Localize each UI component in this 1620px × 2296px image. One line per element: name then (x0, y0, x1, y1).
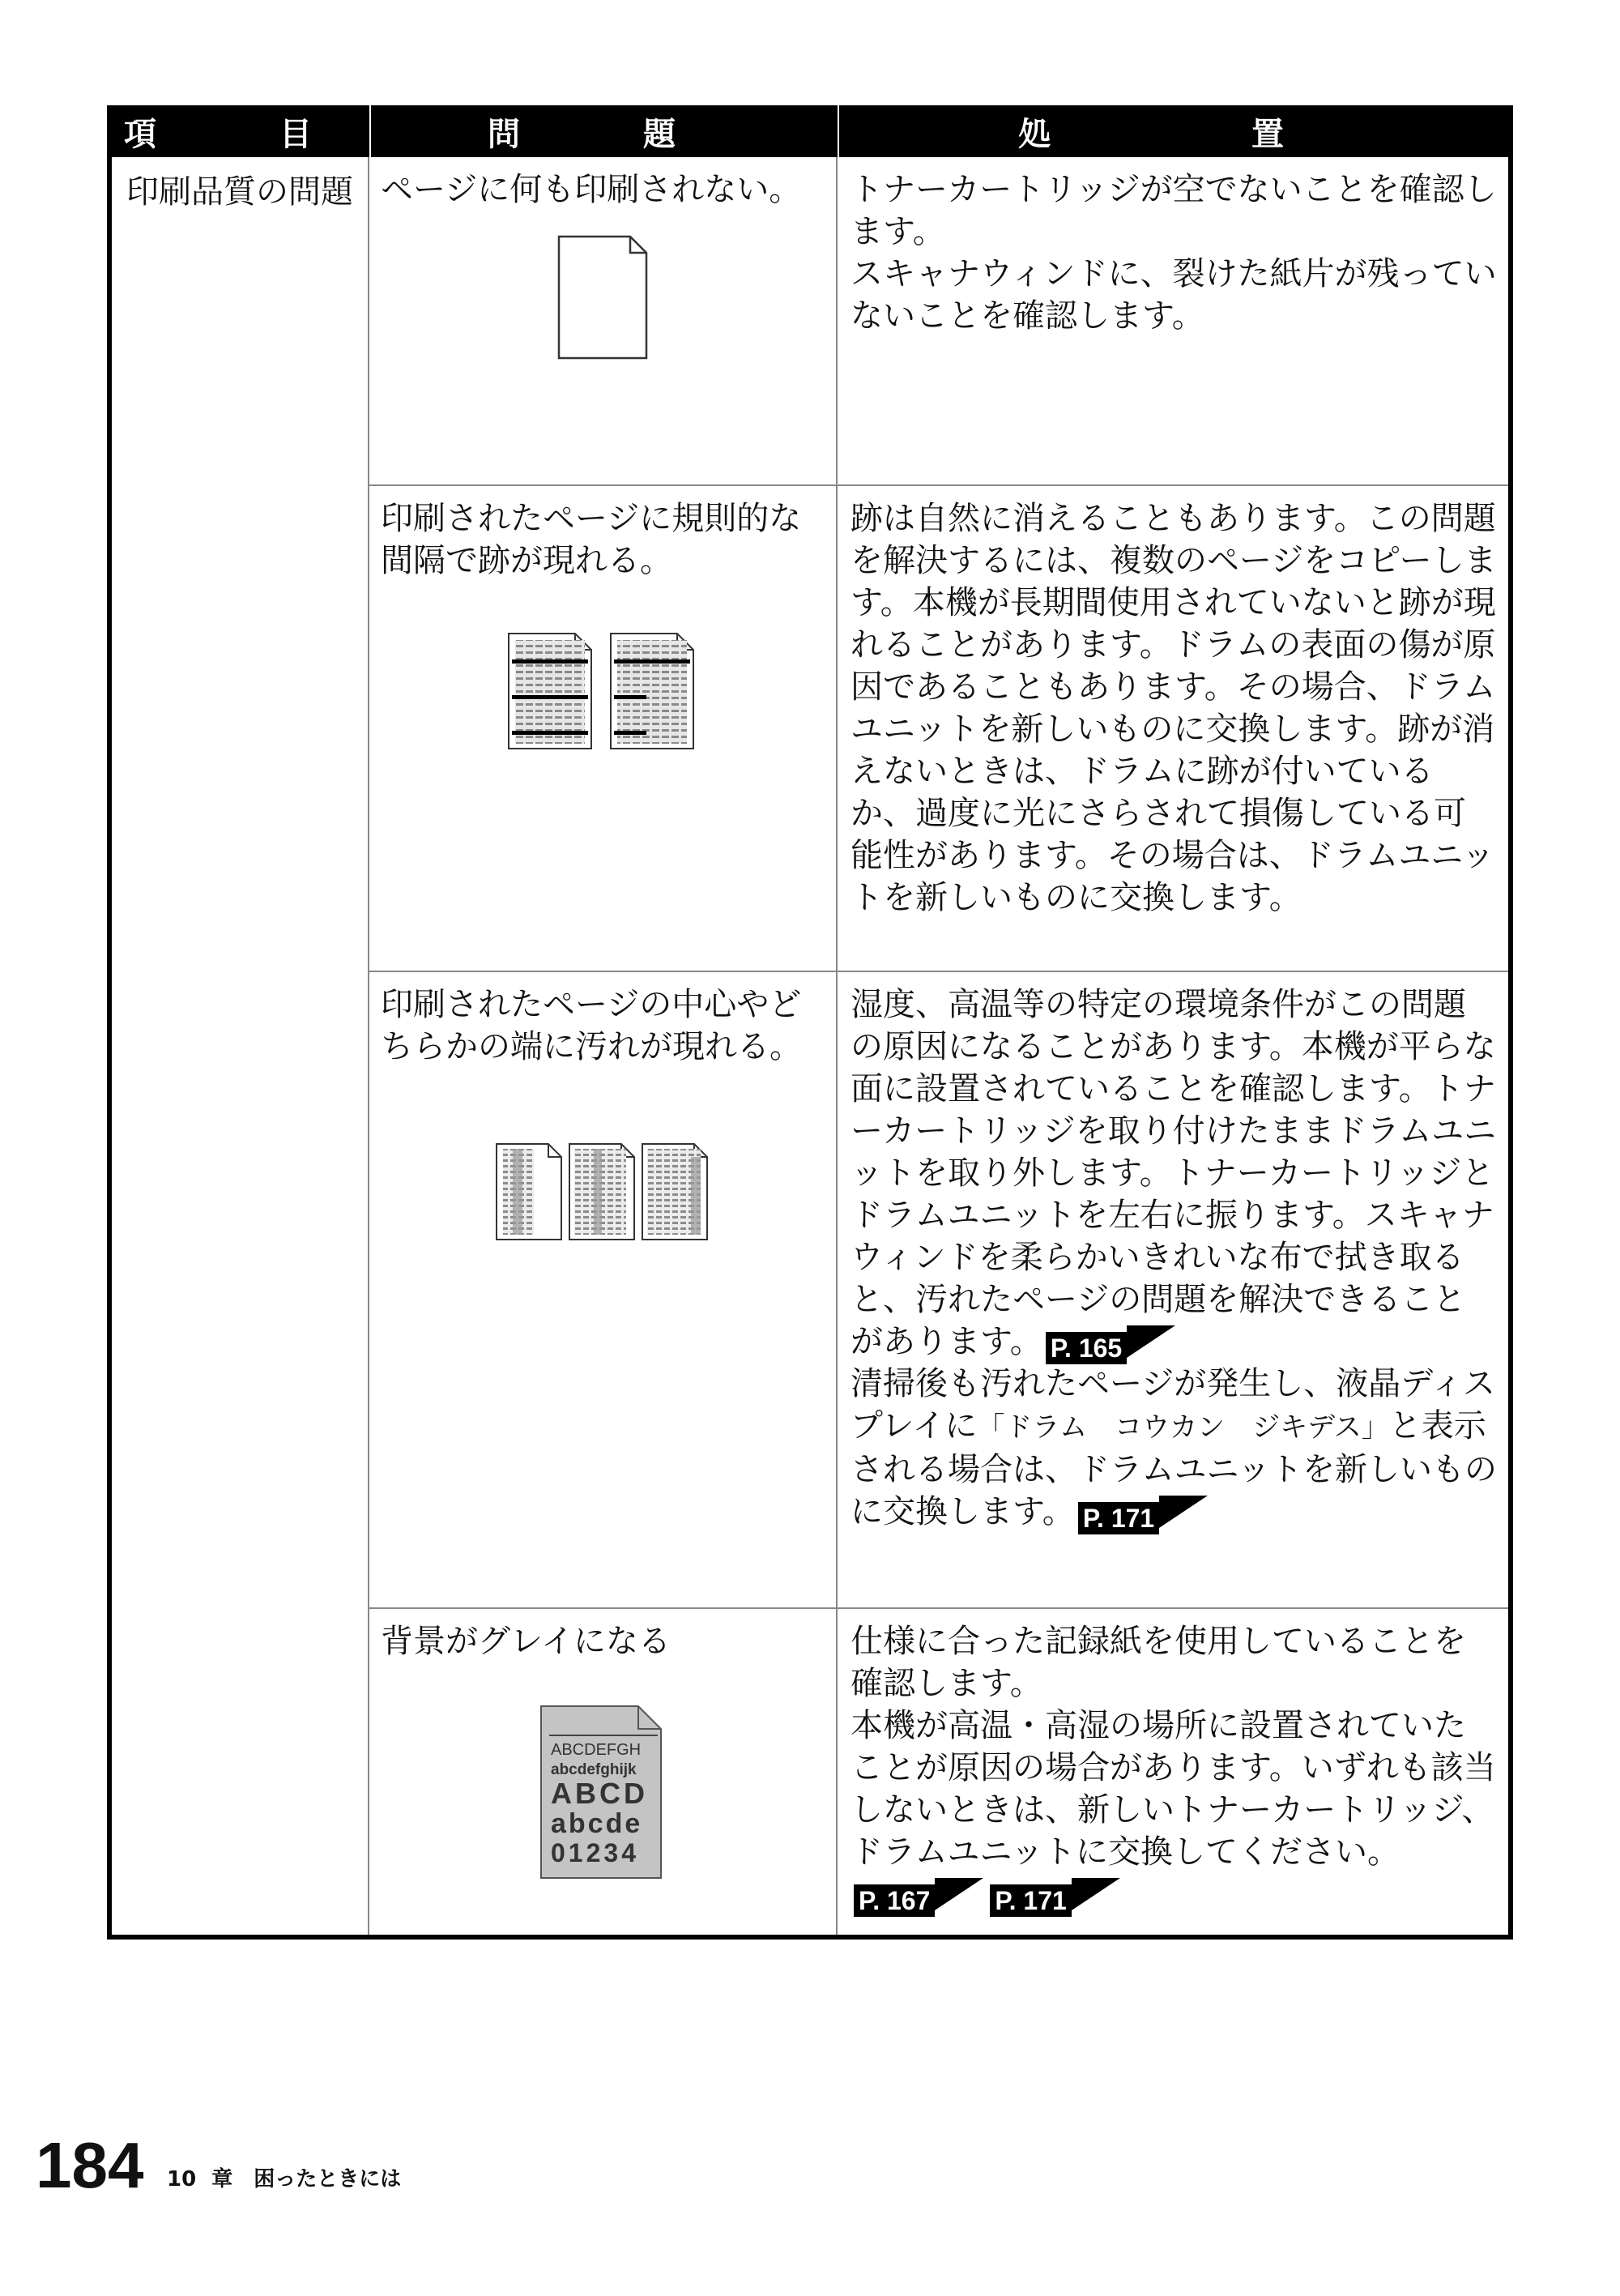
page-reference-arrow-icon (935, 1878, 983, 1910)
solution-text (850, 984, 1497, 1363)
page-reference-arrow-icon (1127, 1325, 1175, 1358)
table-row (369, 157, 1508, 486)
page-reference-arrow-icon (1159, 1496, 1208, 1528)
table-row (369, 972, 1508, 1609)
header-item: 項 目 (124, 115, 357, 153)
header-problem: 問 題 (369, 105, 838, 157)
solution-text: 仕様に合った記録紙を使用していることを確認します。 (850, 1623, 1466, 1702)
problem-cell (369, 157, 838, 484)
page-reference-arrow-icon (1072, 1878, 1120, 1910)
table-header (112, 105, 1508, 157)
problem-text: 印刷されたページに規則的な間隔で跡が現れる。 (381, 500, 802, 579)
solution-cell (838, 1609, 1508, 1935)
page-ref-label: P. 167 (854, 1884, 935, 1917)
solution-text: トナーカートリッジが空でないことを確認します。 (850, 171, 1497, 250)
gray-sample-line: abcde (551, 1808, 643, 1839)
solution-text-body: 清掃後も汚れたページが発生し、液晶ディスプレイに (850, 1365, 1495, 1445)
solution-text: 跡は自然に消えることもあります。この問題を解決するには、複数のページをコピーします。本機が長期間使用されていないと跡が現れることがあります。ドラムの表面の傷が原因であることもあります。その場合、ドラムユニットを新しいものに交換します。跡が消えないときは、ドラムに跡が付いているか、過度に光にさらされて損傷している可能性があります。その場合は、ドラムユニットを新しいものに交換します。 (850, 500, 1497, 916)
pages-with-marks-icon (505, 630, 700, 752)
table-row (369, 1609, 1508, 1935)
problem-text: 背景がグレイになる (381, 1623, 671, 1660)
problem-text: 印刷されたページの中心やどちらかの端に汚れが現れる。 (381, 986, 802, 1065)
page-ref-label: P. 165 (1046, 1332, 1127, 1364)
solution-text-body: と表示される場合は、ドラムユニットを新しいものに交換します。 (850, 1407, 1497, 1530)
page-ref-171[interactable] (1078, 1496, 1159, 1533)
page-number: 184 (36, 2129, 144, 2201)
page-ref-label: P. 171 (990, 1884, 1071, 1917)
problem-cell (369, 972, 838, 1607)
page-ref-171[interactable] (990, 1878, 1071, 1915)
gray-background-page-icon (538, 1703, 667, 1881)
problem-cell (369, 486, 838, 971)
page-ref-label: P. 171 (1078, 1502, 1159, 1534)
page-ref-165[interactable] (1046, 1325, 1127, 1363)
problem-text: ページに何も印刷されない。 (381, 171, 802, 208)
troubleshooting-table (107, 105, 1513, 1940)
gray-sample-line: ABCD (551, 1777, 648, 1810)
solution-text (850, 1705, 1497, 1915)
table-body (112, 157, 1508, 1935)
gray-sample-line: abcdefghijk (551, 1761, 637, 1778)
lcd-message: 「ドラム コウカン ジキデス」 (977, 1411, 1389, 1444)
category-cell: 印刷品質の問題 (112, 157, 369, 1935)
gray-sample-line: 01234 (551, 1838, 639, 1867)
header-solution: 処 置 (838, 105, 1508, 157)
solution-cell (838, 486, 1508, 971)
page-ref-167[interactable] (854, 1878, 935, 1915)
solution-text-body: 本機が高温・高湿の場所に設置されていたことが原因の場合があります。いずれも該当しないときは、新しいトナーカートリッジ、ドラムユニットに交換してください。 (850, 1707, 1496, 1871)
solution-text (850, 1363, 1497, 1533)
blank-page-icon (554, 233, 651, 363)
table-row (369, 486, 1508, 972)
solution-cell (838, 157, 1508, 484)
solution-cell (838, 972, 1508, 1607)
solution-text: スキャナウィンドに、裂けた紙片が残っていないことを確認します。 (850, 255, 1497, 335)
chapter-title: 10 章 困ったときには (167, 2167, 402, 2191)
gray-sample-line: ABCDEFGH (551, 1741, 642, 1759)
row-group (369, 157, 1508, 1935)
solution-text-body: 湿度、高温等の特定の環境条件がこの問題の原因になることがあります。本機が平らな面に設置されていることを確認します。トナーカートリッジを取り付けたままドラムユニットを取り外します。トナーカートリッジとドラムユニットを左右に振ります。スキャナウィンドを柔らかいきれいな布で拭き取ると、汚れたページの問題を解決できることがあります。 (850, 986, 1497, 1360)
problem-cell (369, 1609, 838, 1935)
pages-with-smudges-icon (493, 1141, 712, 1243)
